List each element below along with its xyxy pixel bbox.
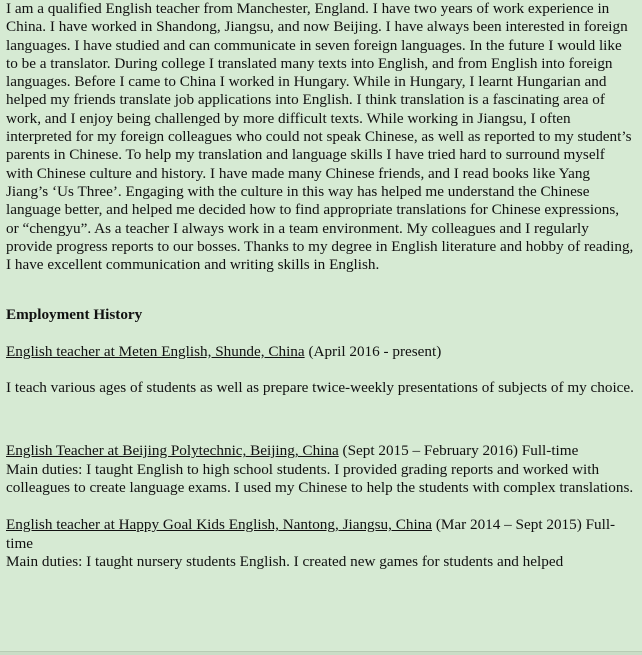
job-description-2: Main duties: I taught English to high school students. I provided grading reports and worked with colleagues to create language exams. I used my Chinese to help the students with complex translations. (6, 460, 634, 496)
window-bottom-edge (0, 651, 642, 655)
job-entry-2-header (6, 442, 634, 460)
job-title-3: English teacher at Happy Goal Kids English, Nantong, Jiangsu, China (6, 516, 433, 534)
job-dates-3: (Mar 2014 – Sept 2015) Full-time (6, 516, 616, 552)
job-entry-1-header (6, 343, 634, 361)
job-entry-3-header (6, 516, 634, 553)
job-description-1: I teach various ages of students as well as prepare twice-weekly presentations of subjects of my choice. (6, 379, 634, 397)
job-title-2: English Teacher at Beijing Polytechnic, Beijing, China (6, 442, 339, 460)
job-title-1: English teacher at Meten English, Shunde, China (6, 342, 305, 360)
job-dates-2: (Sept 2015 – February 2016) Full-time (338, 442, 579, 460)
job-description-3: Main duties: I taught nursery students English. I created new games for students and helped (6, 552, 564, 570)
document-page (6, 0, 634, 571)
intro-paragraph: I am a qualified English teacher from Manchester, England. I have two years of work experience in China. I have worked in Shandong, Jiangsu, and now Beijing. I have always been interested in foreign languages. I have studied and can communicate in seven foreign languages. In the future I would like to be a translator. During college I translated many texts into English, and from English into foreign languages. Before I came to China I worked in Hungary. While in Hungary, I learnt Hungarian and helped my friends translate job applications into English. I think translation is a fascinating area of work, and I enjoy being challenged by more difficult texts. While working in Jiangsu, I often interpreted for my foreign colleagues who could not speak Chinese, as well as reported to my student’s parents in Chinese. To help my translation and language skills I have tried hard to surround myself with Chinese culture and history. I have made many Chinese friends, and I read books like Yang Jiang’s ‘Us Three’. Engaging with the culture in this way has helped me understand the Chinese language better, and helped me decided how to find appropriate translations for Chinese expressions, or “chengyu”. As a teacher I always work in a team environment. My colleagues and I regularly provide progress reports to our bosses. Thanks to my degree in English literature and hobby of reading, I have excellent communication and writing skills in English. (6, 0, 634, 274)
job-dates-1: (April 2016 - present) (304, 342, 442, 360)
employment-history-heading: Employment History (6, 306, 143, 324)
